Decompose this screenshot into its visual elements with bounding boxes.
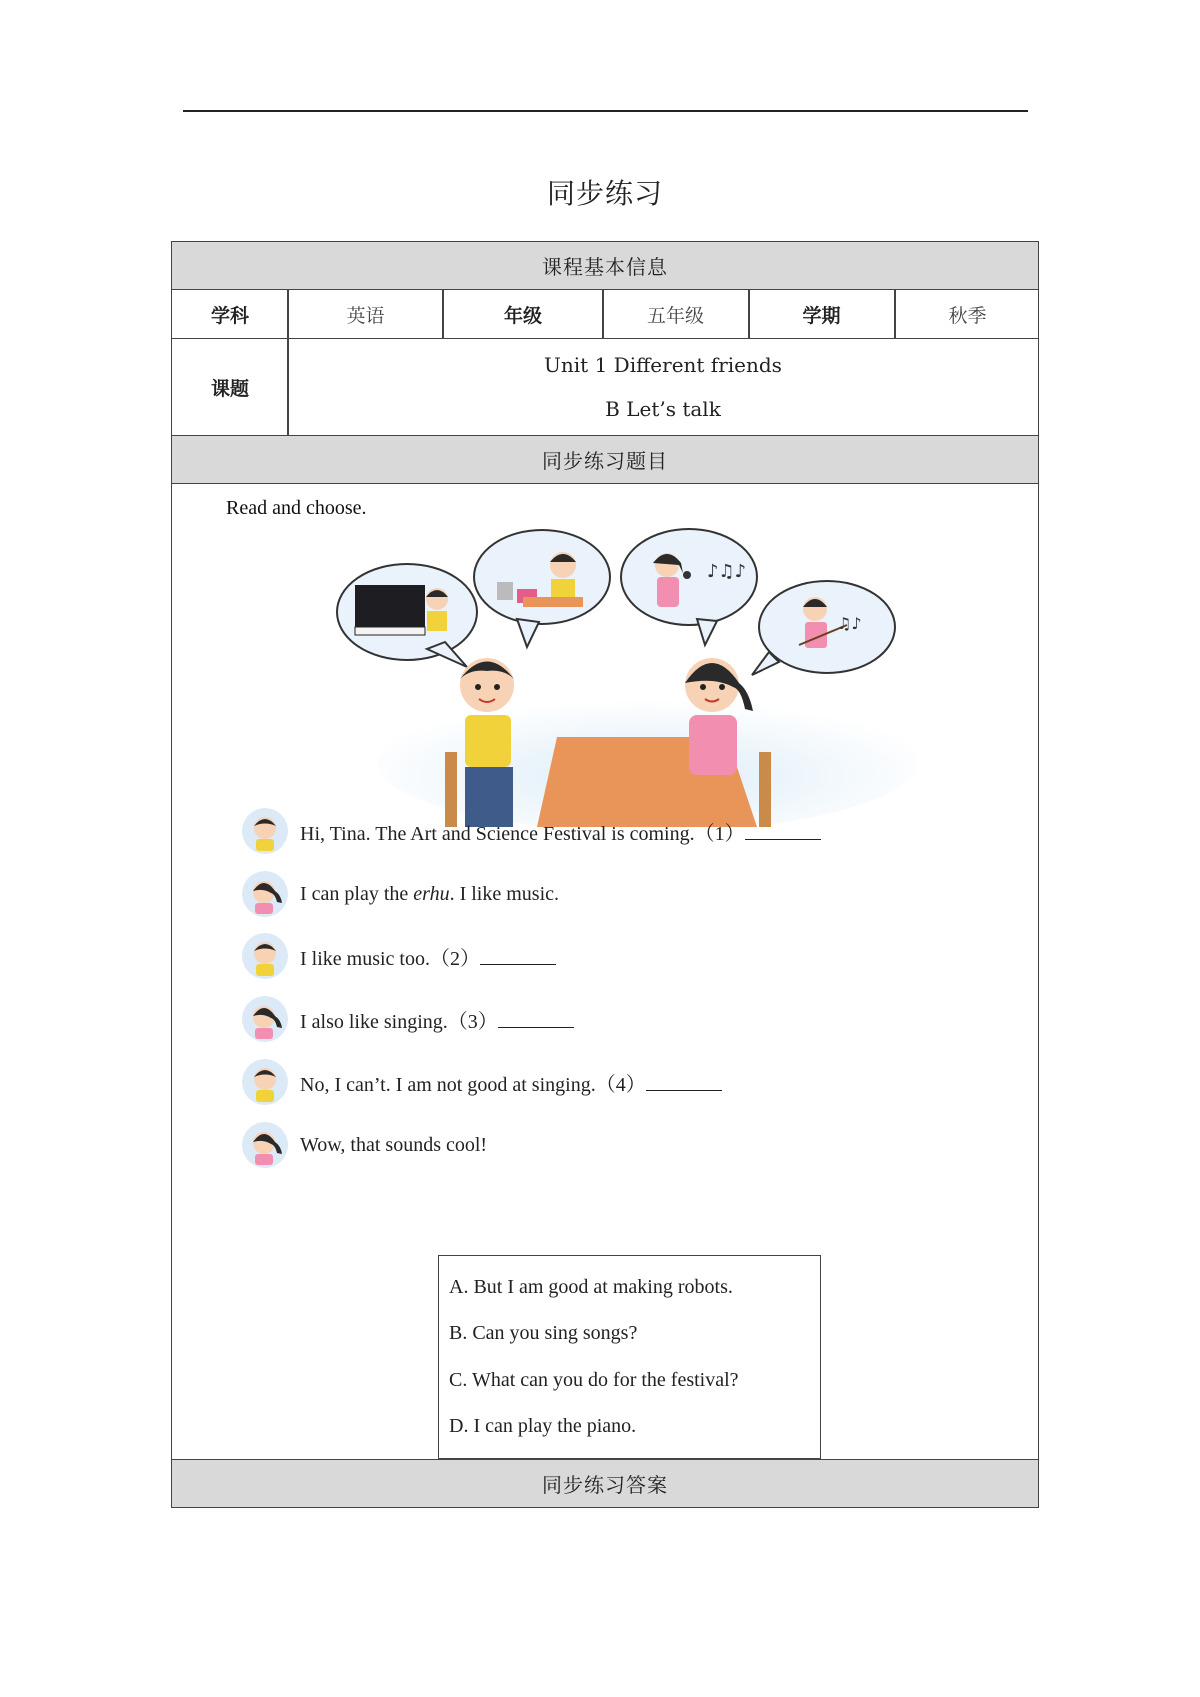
girl-avatar-icon xyxy=(242,1122,288,1168)
singing-thought-bubble xyxy=(621,529,757,645)
answer-blank-3[interactable] xyxy=(498,1009,574,1028)
answer-blank-1[interactable] xyxy=(745,821,821,840)
exercise-header: 同步练习题目 xyxy=(172,435,1038,484)
answer-options-box xyxy=(438,1255,821,1459)
dialogue-text: I also like singing.（3） xyxy=(300,1005,574,1034)
page-title: 同步练习 xyxy=(546,177,663,210)
dialogue-line-2 xyxy=(242,870,559,918)
topic-lesson: B Let’s talk xyxy=(605,397,721,421)
option-d: D. I can play the piano. xyxy=(449,1415,637,1438)
dialogue-line-3 xyxy=(242,932,556,980)
girl-avatar-icon xyxy=(242,871,288,917)
grade-label: 年级 xyxy=(503,304,542,327)
topic-value xyxy=(288,339,1038,435)
term-value: 秋季 xyxy=(948,304,987,327)
dialogue-text: No, I can’t. I am not good at singing.（4） xyxy=(300,1068,722,1097)
option-a: A. But I am good at making robots. xyxy=(449,1275,733,1298)
topic-unit: Unit 1 Different friends xyxy=(544,353,782,377)
dialogue-text: I like music too.（2） xyxy=(300,942,556,971)
answer-blank-2[interactable] xyxy=(480,946,556,965)
grade-value: 五年级 xyxy=(646,304,704,327)
dialogue-text: Hi, Tina. The Art and Science Festival is coming.（1） xyxy=(300,817,821,846)
worksheet-table xyxy=(171,241,1039,1508)
dialogue-text: I can play the erhu. I like music. xyxy=(300,882,560,905)
svg-text:♫♪: ♫♪ xyxy=(837,614,862,633)
dialogue-text: Wow, that sounds cool! xyxy=(300,1133,488,1156)
boy-avatar-icon xyxy=(242,1059,288,1105)
course-meta-row xyxy=(172,290,1038,339)
option-b: B. Can you sing songs? xyxy=(449,1322,638,1345)
option-c: C. What can you do for the festival? xyxy=(449,1368,739,1391)
classroom-illustration xyxy=(327,527,927,827)
erhu-thought-bubble xyxy=(752,581,895,675)
dialogue-line-4 xyxy=(242,995,574,1043)
boy-avatar-icon xyxy=(242,808,288,854)
header-rule xyxy=(183,110,1028,112)
girl-avatar-icon xyxy=(242,996,288,1042)
topic-row xyxy=(172,339,1038,435)
term-label: 学期 xyxy=(802,304,841,327)
exercise-instruction: Read and choose. xyxy=(226,497,367,519)
piano-thought-bubble xyxy=(337,564,477,667)
course-info-header: 课程基本信息 xyxy=(172,242,1038,290)
dialogue-line-5 xyxy=(242,1058,722,1106)
robot-thought-bubble xyxy=(474,530,610,647)
svg-text:♪♫♪: ♪♫♪ xyxy=(707,561,747,582)
subject-label: 学科 xyxy=(210,304,249,327)
boy-avatar-icon xyxy=(242,933,288,979)
answer-blank-4[interactable] xyxy=(646,1072,722,1091)
dialogue-line-1 xyxy=(242,807,821,855)
answers-header: 同步练习答案 xyxy=(172,1459,1038,1507)
dialogue-line-6 xyxy=(242,1121,487,1169)
subject-value: 英语 xyxy=(346,304,385,327)
topic-label: 课题 xyxy=(210,377,249,400)
